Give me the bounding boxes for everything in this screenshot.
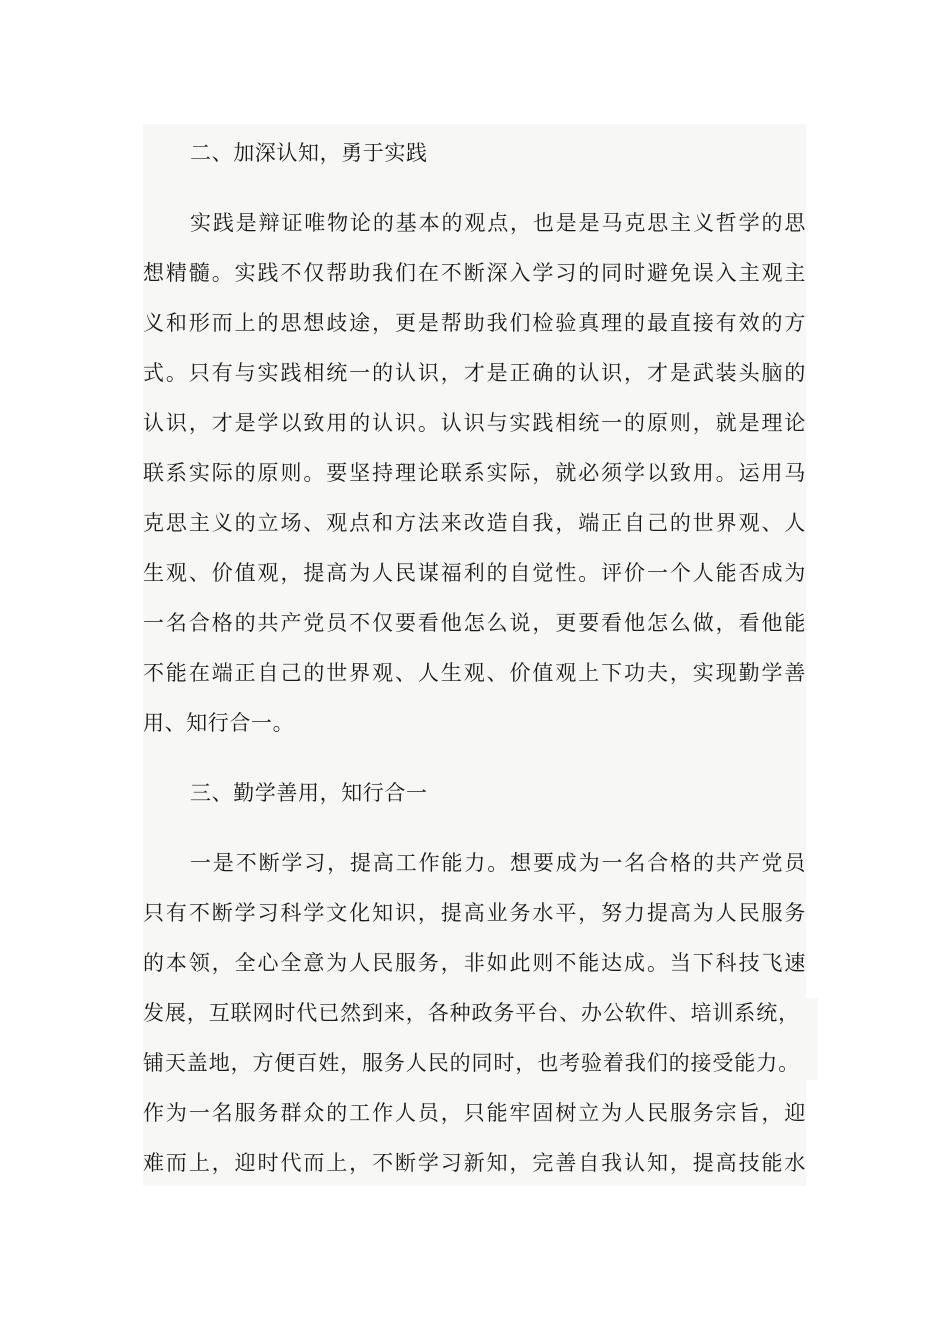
paragraph-line: 想精髓。实践不仅帮助我们在不断深入学习的同时避免误入主观主 [143,261,806,285]
paragraph-line: 生观、价值观，提高为人民谋福利的自觉性。评价一个人能否成为 [143,561,806,585]
paragraph-line: 不能在端正自己的世界观、人生观、价值观上下功夫，实现勤学善 [143,661,806,685]
paragraph-line: 式。只有与实践相统一的认识，才是正确的认识，才是武装头脑的 [143,361,806,385]
paragraph-line: 用、知行合一。 [143,711,295,735]
paragraph-line: 义和形而上的思想歧途，更是帮助我们检验真理的最直接有效的方 [143,311,806,335]
paragraph-line: 发展，互联网时代已然到来，各种政务平台、办公软件、培训系统， [143,1001,800,1025]
paragraph-line: 一是不断学习，提高工作能力。想要成为一名合格的共产党员 [190,851,806,875]
section-heading: 二、加深认知，勇于实践 [190,141,428,165]
paragraph-line: 的本领，全心全意为人民服务，非如此则不能达成。当下科技飞速 [143,951,806,975]
section-heading: 三、勤学善用，知行合一 [190,781,428,805]
paragraph-line: 联系实际的原则。要坚持理论联系实际，就必须学以致用。运用马 [143,461,806,485]
paragraph-line: 一名合格的共产党员不仅要看他怎么说，更要看他怎么做，看他能 [143,611,806,635]
paragraph-line: 只有不断学习科学文化知识，提高业务水平，努力提高为人民服务 [143,901,806,925]
paragraph-line: 认识，才是学以致用的认识。认识与实践相统一的原则，就是理论 [143,411,806,435]
paragraph-line: 实践是辩证唯物论的基本的观点，也是是马克思主义哲学的思 [190,211,806,235]
paragraph-line: 作为一名服务群众的工作人员，只能牢固树立为人民服务宗旨，迎 [143,1101,806,1125]
paragraph-line: 难而上，迎时代而上，不断学习新知，完善自我认知，提高技能水 [143,1151,806,1175]
text-block-overflow-highlight [806,998,818,1080]
paragraph-line: 铺天盖地，方便百姓，服务人民的同时，也考验着我们的接受能力。 [143,1051,800,1075]
document-text-block [143,124,806,1186]
paragraph-line: 克思主义的立场、观点和方法来改造自我，端正自己的世界观、人 [143,511,806,535]
